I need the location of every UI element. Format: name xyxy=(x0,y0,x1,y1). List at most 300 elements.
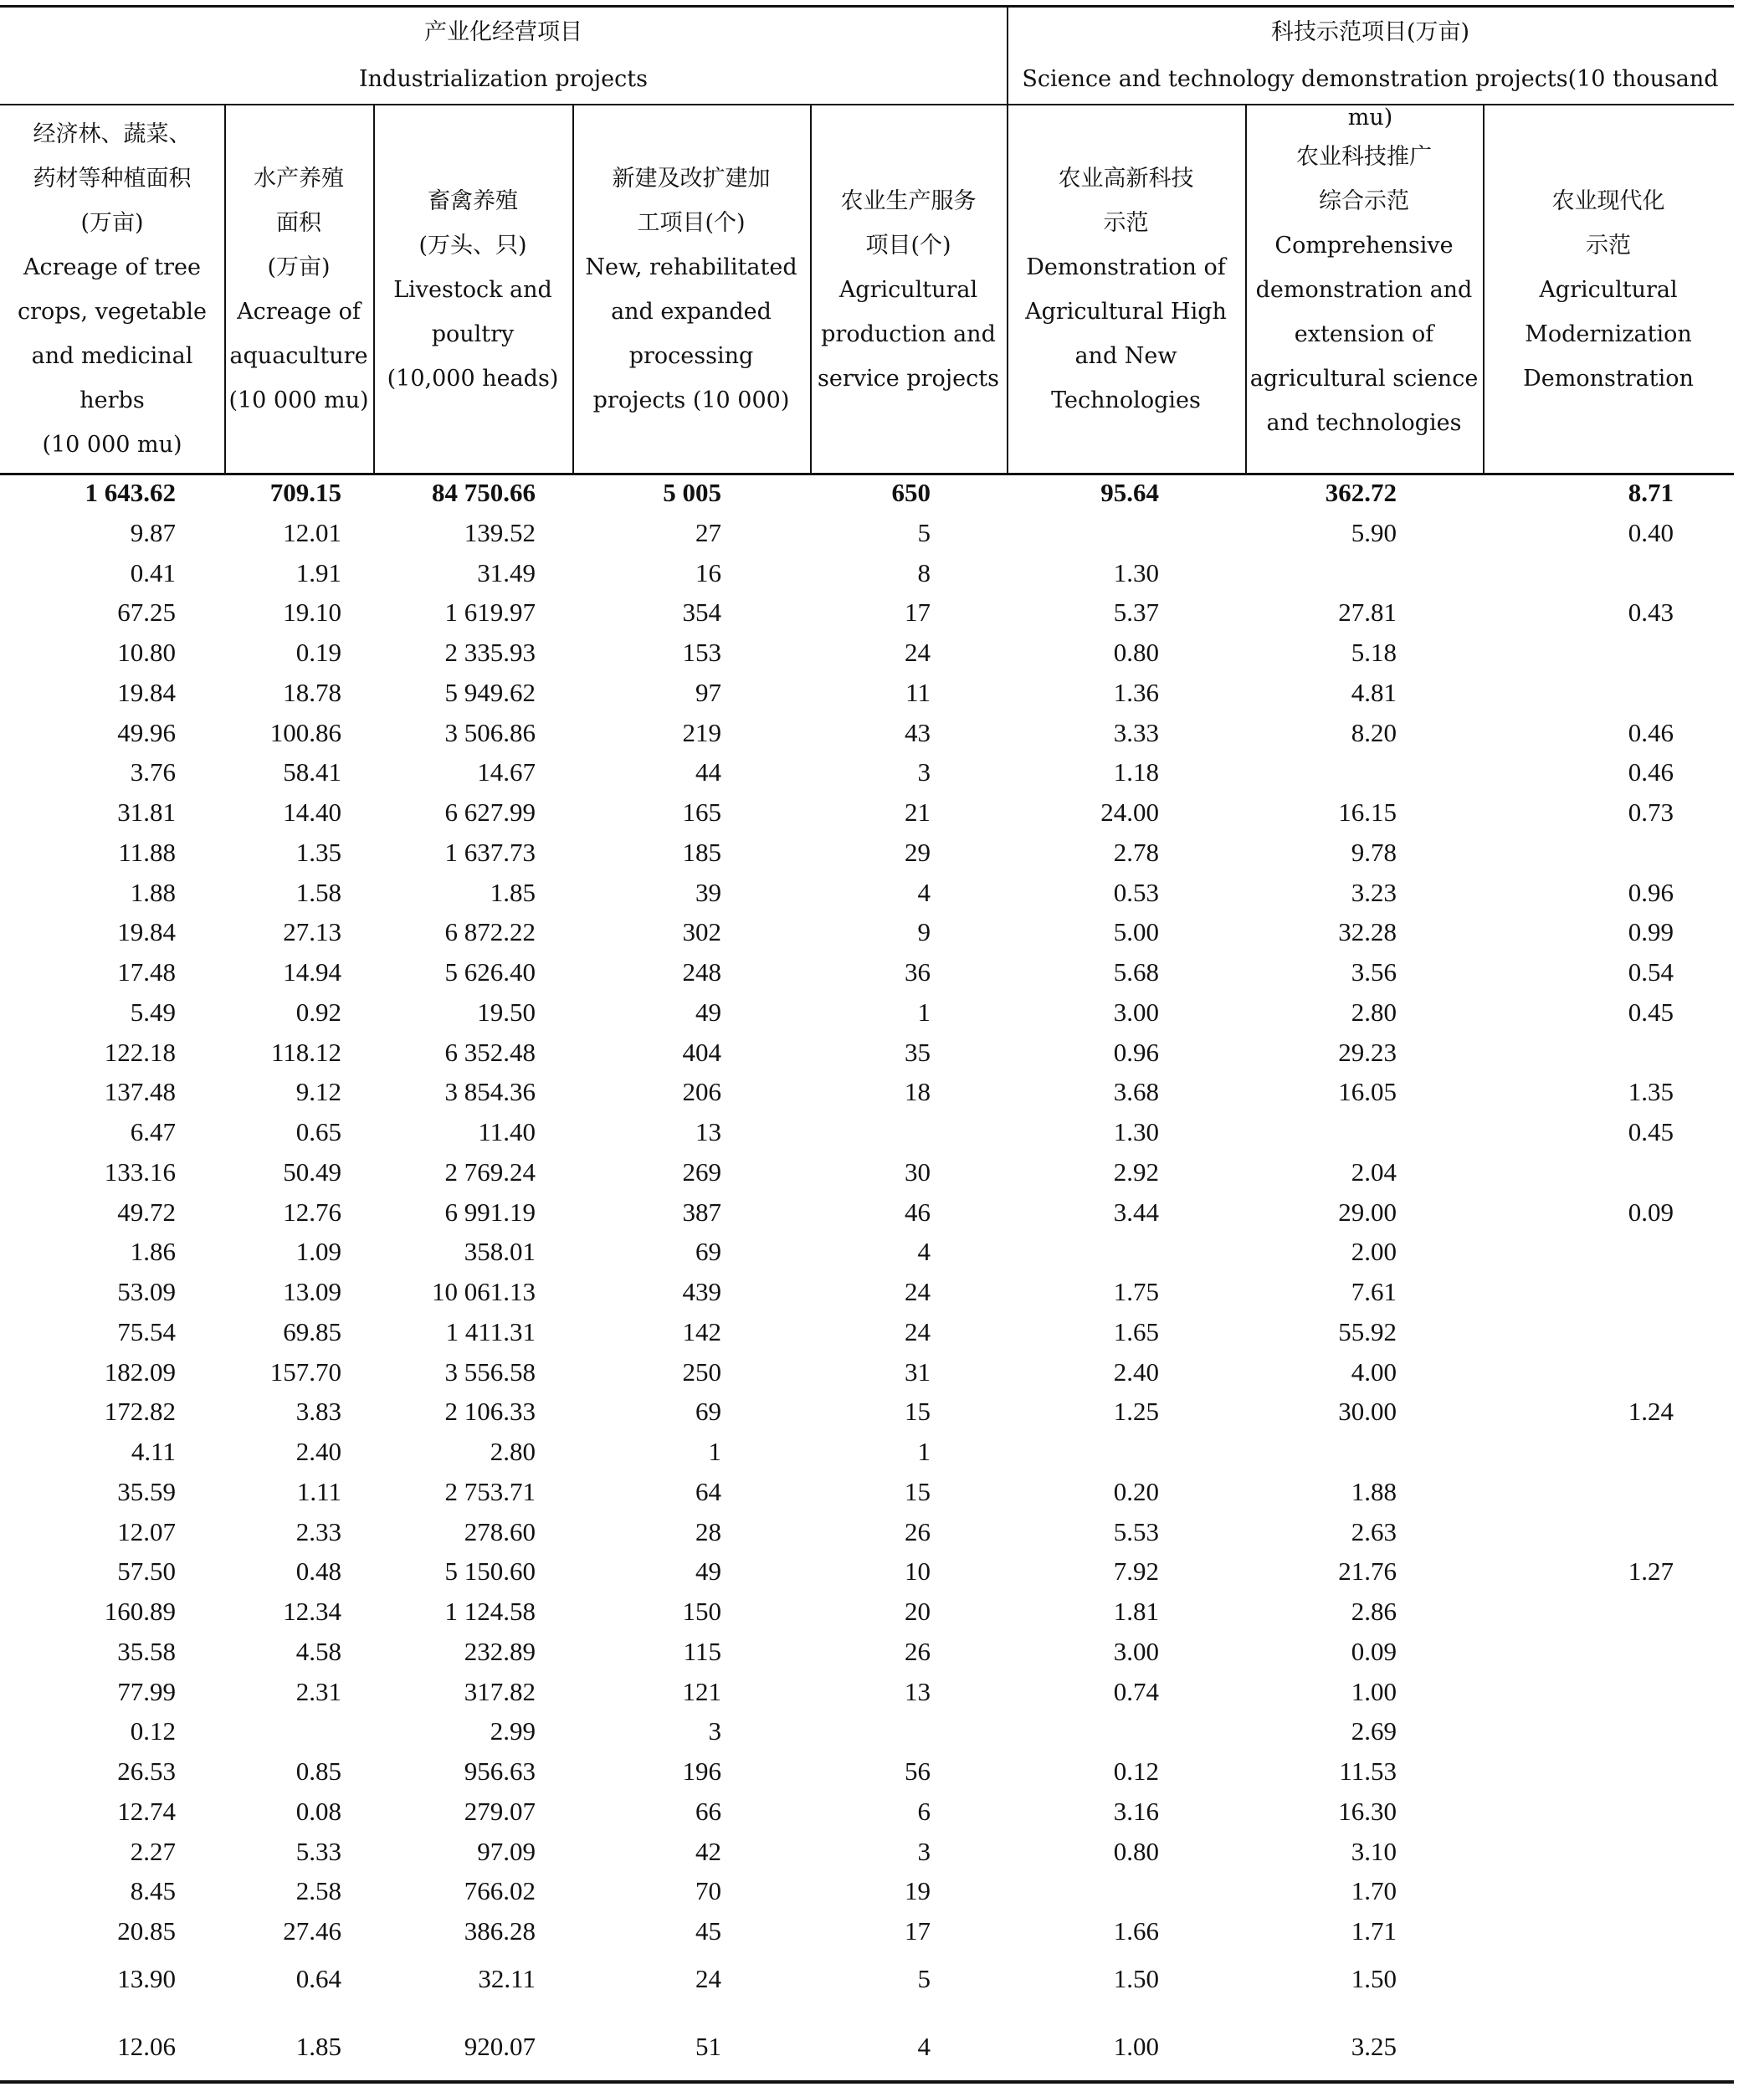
table-cell: 66 xyxy=(695,1796,721,1826)
horizontal-rule xyxy=(0,473,1734,475)
column-header-2 xyxy=(224,107,373,472)
table-cell: 6 991.19 xyxy=(444,1197,536,1227)
table-cell: 0.96 xyxy=(1113,1037,1159,1067)
table-cell: 5 949.62 xyxy=(444,677,536,707)
table-cell: 3.76 xyxy=(130,757,176,787)
table-cell: 3.16 xyxy=(1113,1796,1159,1826)
table-cell: 15 xyxy=(905,1397,931,1427)
table-cell: 278.60 xyxy=(464,1516,536,1546)
column-header-line: (10 000 mu) xyxy=(228,387,369,413)
table-cell: 27 xyxy=(695,517,721,547)
table-cell: 11.53 xyxy=(1339,1756,1397,1786)
table-cell: 2.80 xyxy=(490,1437,536,1466)
table-cell: 26 xyxy=(905,1516,931,1546)
column-header-line: and New xyxy=(1074,343,1177,369)
table-cell: 69 xyxy=(695,1237,721,1267)
table-cell: 182.09 xyxy=(104,1356,176,1387)
column-header-line: 新建及改扩建加 xyxy=(612,166,771,192)
table-cell: 0.65 xyxy=(295,1117,341,1146)
table-cell: 18.78 xyxy=(283,677,341,707)
table-cell: 16.15 xyxy=(1338,797,1397,827)
table-cell: 29.00 xyxy=(1338,1197,1397,1227)
table-cell: 115 xyxy=(683,1636,721,1666)
column-header-line: (10 000 mu) xyxy=(42,432,182,458)
table-cell: 1.35 xyxy=(295,837,341,867)
table-cell: 766.02 xyxy=(464,1876,536,1906)
column-header-line: 工项目(个) xyxy=(637,210,746,236)
table-cell: 0.85 xyxy=(295,1756,341,1786)
table-cell: 27.46 xyxy=(283,1916,341,1946)
table-cell: 10 061.13 xyxy=(432,1277,536,1306)
table-cell: 49.96 xyxy=(117,717,176,747)
column-header-line: Agricultural xyxy=(1539,276,1678,303)
table-cell: 30.00 xyxy=(1338,1397,1397,1427)
table-cell: 2.86 xyxy=(1351,1597,1397,1626)
table-cell: 133.16 xyxy=(104,1156,176,1187)
column-header-line: (万亩) xyxy=(80,210,144,236)
table-cell: 0.54 xyxy=(1628,957,1674,987)
table-cell: 1.36 xyxy=(1113,677,1159,707)
table-cell: 139.52 xyxy=(464,517,536,547)
column-header-line: processing xyxy=(628,343,754,369)
table-cell: 3 506.86 xyxy=(444,717,536,747)
table-cell: 1 637.73 xyxy=(444,837,536,867)
table-cell: 2.40 xyxy=(1113,1356,1159,1387)
horizontal-rule xyxy=(0,2080,1734,2084)
column-header-line: 经济林、蔬菜、 xyxy=(33,121,192,147)
table-cell: 1.71 xyxy=(1351,1916,1397,1946)
table-cell: 9.12 xyxy=(295,1077,341,1107)
table-cell: 206 xyxy=(682,1077,721,1107)
table-cell: 95.64 xyxy=(1100,478,1159,507)
table-cell: 3.56 xyxy=(1351,957,1397,987)
column-header-line: aquaculture xyxy=(229,343,368,369)
table-cell: 32.11 xyxy=(478,1964,536,1993)
table-cell: 4 xyxy=(917,877,931,907)
column-header-1 xyxy=(0,107,224,472)
table-cell: 5 626.40 xyxy=(444,957,536,987)
table-cell: 3.33 xyxy=(1113,717,1159,747)
table-cell: 0.45 xyxy=(1628,997,1674,1027)
column-header-4 xyxy=(572,107,810,472)
table-cell: 13 xyxy=(695,1117,721,1146)
table-cell: 35.58 xyxy=(117,1636,176,1666)
column-header-line: Agricultural High xyxy=(1025,299,1227,325)
column-header-line: poultry xyxy=(431,320,515,347)
table-cell: 1.85 xyxy=(295,2032,341,2061)
table-cell: 121 xyxy=(682,1676,721,1706)
table-cell: 1.00 xyxy=(1351,1676,1397,1706)
table-cell: 18 xyxy=(905,1077,931,1107)
table-cell: 2.40 xyxy=(295,1437,341,1466)
column-header-line: and medicinal xyxy=(31,343,193,369)
table-cell: 69.85 xyxy=(283,1316,341,1346)
table-cell: 29 xyxy=(905,837,931,867)
table-cell: 10 xyxy=(905,1556,931,1587)
table-cell: 5 005 xyxy=(663,478,721,507)
table-cell: 142 xyxy=(682,1316,721,1346)
table-cell: 0.20 xyxy=(1113,1476,1159,1506)
column-header-line: Agricultural xyxy=(838,276,978,303)
table-cell: 11.40 xyxy=(478,1117,536,1146)
table-cell: 6 872.22 xyxy=(444,917,536,947)
table-cell: 49 xyxy=(695,997,721,1027)
table-cell: 100.86 xyxy=(269,717,341,747)
table-cell: 17.48 xyxy=(117,957,176,987)
table-cell: 12.76 xyxy=(283,1197,341,1227)
column-header-line: 畜禽养殖 xyxy=(428,187,518,214)
table-cell: 51 xyxy=(695,2032,721,2061)
table-cell: 53.09 xyxy=(117,1277,176,1306)
column-header-line: New, rehabilitated xyxy=(585,254,797,280)
table-cell: 27.13 xyxy=(283,917,341,947)
table-cell: 3 xyxy=(917,1836,931,1866)
column-header-line: Modernization xyxy=(1525,320,1692,347)
table-cell: 0.46 xyxy=(1628,717,1674,747)
table-cell: 1.30 xyxy=(1113,1117,1159,1146)
table-cell: 10.80 xyxy=(117,638,176,667)
table-cell: 5.90 xyxy=(1351,517,1397,547)
table-cell: 1.27 xyxy=(1628,1556,1674,1587)
table-cell: 43 xyxy=(905,717,931,747)
table-cell: 45 xyxy=(695,1916,721,1946)
column-header-line: Demonstration of xyxy=(1026,254,1226,280)
table-cell: 0.96 xyxy=(1628,877,1674,907)
table-cell: 5.00 xyxy=(1113,917,1159,947)
table-cell: 0.19 xyxy=(295,638,341,667)
table-cell: 0.08 xyxy=(295,1796,341,1826)
table-cell: 21.76 xyxy=(1338,1556,1397,1587)
column-header-8 xyxy=(1483,107,1734,472)
table-cell: 8.20 xyxy=(1351,717,1397,747)
table-cell: 0.99 xyxy=(1628,917,1674,947)
table-cell: 2.31 xyxy=(295,1676,341,1706)
table-cell: 1.30 xyxy=(1113,557,1159,587)
table-cell: 1.50 xyxy=(1351,1964,1397,1993)
table-cell: 9.78 xyxy=(1351,837,1397,867)
table-cell: 4.00 xyxy=(1351,1356,1397,1387)
table-cell: 19.84 xyxy=(117,677,176,707)
table-cell: 219 xyxy=(682,717,721,747)
table-cell: 2 106.33 xyxy=(444,1397,536,1427)
column-header-line: 水产养殖 xyxy=(254,166,344,192)
table-cell: 1.85 xyxy=(490,877,536,907)
table-cell: 8 xyxy=(917,557,931,587)
table-cell: 232.89 xyxy=(464,1636,536,1666)
table-cell: 2.33 xyxy=(295,1516,341,1546)
table-cell: 956.63 xyxy=(464,1756,536,1786)
table-cell: 70 xyxy=(695,1876,721,1906)
table-cell: 1.18 xyxy=(1113,757,1159,787)
column-header-line: (10,000 heads) xyxy=(387,365,559,392)
table-cell: 13.90 xyxy=(117,1964,176,1993)
table-cell: 0.45 xyxy=(1628,1117,1674,1146)
table-cell: 6.47 xyxy=(130,1117,176,1146)
table-cell: 196 xyxy=(682,1756,721,1786)
table-cell: 49 xyxy=(695,1556,721,1587)
table-cell: 153 xyxy=(682,638,721,667)
table-cell: 12.01 xyxy=(283,517,341,547)
column-header-3 xyxy=(373,107,572,472)
table-cell: 3 556.58 xyxy=(444,1356,536,1387)
table-cell: 67.25 xyxy=(117,597,176,628)
table-cell: 97 xyxy=(695,677,721,707)
table-cell: 2.27 xyxy=(130,1836,176,1866)
table-cell: 5.18 xyxy=(1351,638,1397,667)
table-cell: 0.46 xyxy=(1628,757,1674,787)
table-cell: 2.58 xyxy=(295,1876,341,1906)
table-cell: 1.50 xyxy=(1113,1964,1159,1993)
table-cell: 35 xyxy=(905,1037,931,1067)
table-cell: 1.09 xyxy=(295,1237,341,1267)
table-cell: 386.28 xyxy=(464,1916,536,1946)
table-cell: 26 xyxy=(905,1636,931,1666)
table-cell: 20.85 xyxy=(117,1916,176,1946)
table-cell: 2.69 xyxy=(1351,1716,1397,1746)
table-cell: 0.41 xyxy=(130,557,176,587)
table-cell: 6 xyxy=(917,1796,931,1826)
table-cell: 1.58 xyxy=(295,877,341,907)
column-header-line: extension of xyxy=(1294,320,1434,347)
table-cell: 0.64 xyxy=(295,1964,341,1993)
table-cell: 32.28 xyxy=(1338,917,1397,947)
table-cell: 69 xyxy=(695,1397,721,1427)
column-header-line: crops, vegetable xyxy=(18,299,207,325)
table-cell: 13 xyxy=(905,1676,931,1706)
table-cell: 1.81 xyxy=(1113,1597,1159,1626)
table-cell: 17 xyxy=(905,597,931,628)
table-cell: 3.25 xyxy=(1351,2032,1397,2061)
table-cell: 8.71 xyxy=(1628,478,1674,507)
table-cell: 317.82 xyxy=(464,1676,536,1706)
column-header-line: and technologies xyxy=(1266,409,1462,436)
table-cell: 17 xyxy=(905,1916,931,1946)
table-cell: 3.10 xyxy=(1351,1836,1397,1866)
table-cell: 11 xyxy=(905,677,931,707)
column-header-line: (万头、只) xyxy=(418,232,527,259)
table-cell: 3.00 xyxy=(1113,997,1159,1027)
table-cell: 3 xyxy=(917,757,931,787)
table-cell: 27.81 xyxy=(1338,597,1397,628)
column-header-line: (万亩) xyxy=(267,254,331,280)
table-cell: 650 xyxy=(891,478,931,507)
table-cell: 5.68 xyxy=(1113,957,1159,987)
table-cell: 57.50 xyxy=(117,1556,176,1587)
table-cell: 2.00 xyxy=(1351,1237,1397,1267)
table-cell: 1.75 xyxy=(1113,1277,1159,1306)
table-cell: 0.80 xyxy=(1113,638,1159,667)
table-cell: 9 xyxy=(917,917,931,947)
table-cell: 14.67 xyxy=(477,757,536,787)
table-cell: 137.48 xyxy=(104,1077,176,1107)
column-header-line: Acreage of tree xyxy=(23,254,201,280)
table-cell: 5 xyxy=(917,1964,931,1993)
table-cell: 1.24 xyxy=(1628,1397,1674,1427)
table-cell: 4 xyxy=(917,1237,931,1267)
table-cell: 84 750.66 xyxy=(432,478,536,507)
table-cell: 0.40 xyxy=(1628,517,1674,547)
table-cell: 1.25 xyxy=(1113,1397,1159,1427)
table-cell: 24.00 xyxy=(1100,797,1159,827)
table-cell: 150 xyxy=(682,1597,721,1626)
column-header-line: Livestock and xyxy=(393,276,552,303)
table-cell: 6 352.48 xyxy=(444,1037,536,1067)
table-cell: 122.18 xyxy=(104,1037,176,1067)
table-cell: 35.59 xyxy=(117,1476,176,1506)
column-header-line: 药材等种植面积 xyxy=(33,166,192,192)
table-cell: 50.49 xyxy=(283,1156,341,1187)
table-cell: 2 769.24 xyxy=(444,1156,536,1187)
column-header-line: and expanded xyxy=(611,299,772,325)
table-cell: 24 xyxy=(905,638,931,667)
table-cell: 358.01 xyxy=(464,1237,536,1267)
table-cell: 362.72 xyxy=(1325,478,1397,507)
table-cell: 1.70 xyxy=(1351,1876,1397,1906)
column-header-line: Technologies xyxy=(1051,387,1201,413)
table-cell: 2.80 xyxy=(1351,997,1397,1027)
table-cell: 0.80 xyxy=(1113,1836,1159,1866)
table-cell: 6 627.99 xyxy=(444,797,536,827)
table-cell: 49.72 xyxy=(117,1197,176,1227)
table-cell: 31.49 xyxy=(477,557,536,587)
column-header-5 xyxy=(810,107,1007,472)
column-header-line: service projects xyxy=(818,365,999,392)
table-cell: 709.15 xyxy=(269,478,341,507)
horizontal-rule xyxy=(0,5,1734,8)
table-cell: 4.11 xyxy=(131,1437,176,1466)
table-cell: 16.05 xyxy=(1338,1077,1397,1107)
table-cell: 160.89 xyxy=(104,1597,176,1626)
column-header-line: 农业现代化 xyxy=(1551,187,1665,214)
column-header-line: 农业生产服务 xyxy=(840,187,977,214)
table-cell: 5.49 xyxy=(130,997,176,1027)
table-cell: 4 xyxy=(917,2032,931,2061)
table-cell: 5 150.60 xyxy=(444,1556,536,1587)
table-cell: 118.12 xyxy=(270,1037,341,1067)
table-cell: 185 xyxy=(682,837,721,867)
table-cell: 3.83 xyxy=(295,1397,341,1427)
table-cell: 29.23 xyxy=(1338,1037,1397,1067)
table-cell: 19.84 xyxy=(117,917,176,947)
table-cell: 1.88 xyxy=(130,877,176,907)
table-cell: 404 xyxy=(682,1037,721,1067)
column-header-line: 农业高新科技 xyxy=(1058,166,1194,192)
column-header-line: agricultural science xyxy=(1249,365,1479,392)
table-cell: 3 xyxy=(708,1716,721,1746)
table-cell: 26.53 xyxy=(117,1756,176,1786)
table-cell: 7.61 xyxy=(1351,1277,1397,1306)
table-cell: 1 xyxy=(708,1437,721,1466)
table-cell: 36 xyxy=(905,957,931,987)
table-cell: 19.50 xyxy=(477,997,536,1027)
table-cell: 1.88 xyxy=(1351,1476,1397,1506)
table-cell: 165 xyxy=(682,797,721,827)
column-header-line: projects (10 000) xyxy=(592,387,790,413)
table-cell: 2.63 xyxy=(1351,1516,1397,1546)
table-cell: 14.40 xyxy=(283,797,341,827)
table-cell: 42 xyxy=(695,1836,721,1866)
table-cell: 77.99 xyxy=(117,1676,176,1706)
table-cell: 5.53 xyxy=(1113,1516,1159,1546)
table-cell: 302 xyxy=(682,917,721,947)
table-cell: 2 753.71 xyxy=(444,1476,536,1506)
table-cell: 0.48 xyxy=(295,1556,341,1587)
table-cell: 8.45 xyxy=(130,1876,176,1906)
table-cell: 157.70 xyxy=(269,1356,341,1387)
column-header-line: 综合示范 xyxy=(1319,187,1409,214)
table-cell: 11.88 xyxy=(118,837,176,867)
table-cell: 354 xyxy=(682,597,721,628)
group-header-1-en: Industrialization projects xyxy=(358,66,648,92)
column-header-line: herbs xyxy=(79,387,145,413)
table-cell: 439 xyxy=(682,1277,721,1306)
table-cell: 279.07 xyxy=(464,1796,536,1826)
table-cell: 7.92 xyxy=(1113,1556,1159,1587)
table-cell: 75.54 xyxy=(117,1316,176,1346)
table-cell: 3.68 xyxy=(1113,1077,1159,1107)
table-cell: 3.00 xyxy=(1113,1636,1159,1666)
table-cell: 2.78 xyxy=(1113,837,1159,867)
table-cell: 248 xyxy=(682,957,721,987)
table-cell: 0.12 xyxy=(130,1716,176,1746)
table-cell: 250 xyxy=(682,1356,721,1387)
table-cell: 5.37 xyxy=(1113,597,1159,628)
column-header-line: Comprehensive xyxy=(1274,232,1454,259)
table-cell: 9.87 xyxy=(130,517,176,547)
table-cell: 1.35 xyxy=(1628,1077,1674,1107)
table-cell: 1.91 xyxy=(295,557,341,587)
column-header-line: 示范 xyxy=(1103,210,1149,236)
table-cell: 1 619.97 xyxy=(444,597,536,628)
table-cell: 14.94 xyxy=(283,957,341,987)
table-cell: 1.86 xyxy=(130,1237,176,1267)
table-cell: 13.09 xyxy=(283,1277,341,1306)
table-cell: 19 xyxy=(905,1876,931,1906)
column-header-line: demonstration and xyxy=(1255,276,1473,303)
table-cell: 97.09 xyxy=(477,1836,536,1866)
table-cell: 2 335.93 xyxy=(444,638,536,667)
column-header-line: Demonstration xyxy=(1523,365,1694,392)
table-cell: 1 411.31 xyxy=(445,1316,536,1346)
table-cell: 0.53 xyxy=(1113,877,1159,907)
column-header-line: 农业科技推广 xyxy=(1296,143,1432,170)
table-cell: 0.09 xyxy=(1628,1197,1674,1227)
table-cell: 44 xyxy=(695,757,721,787)
table-cell: 16 xyxy=(695,557,721,587)
table-cell: 24 xyxy=(905,1316,931,1346)
table-cell: 24 xyxy=(905,1277,931,1306)
table-cell: 24 xyxy=(695,1964,721,1993)
table-cell: 0.92 xyxy=(295,997,341,1027)
table-cell: 1.66 xyxy=(1113,1916,1159,1946)
table-cell: 2.99 xyxy=(490,1716,536,1746)
table-cell: 12.06 xyxy=(117,2032,176,2061)
table-cell: 1.11 xyxy=(296,1476,341,1506)
table-cell: 0.43 xyxy=(1628,597,1674,628)
table-cell: 1 xyxy=(917,1437,931,1466)
table-cell: 920.07 xyxy=(464,2032,536,2061)
table-cell: 39 xyxy=(695,877,721,907)
table-cell: 387 xyxy=(682,1197,721,1227)
table-cell: 56 xyxy=(905,1756,931,1786)
table-cell: 58.41 xyxy=(283,757,341,787)
table-cell: 1.65 xyxy=(1113,1316,1159,1346)
table-cell: 4.58 xyxy=(295,1636,341,1666)
table-cell: 269 xyxy=(682,1156,721,1187)
column-header-line: Acreage of xyxy=(237,299,361,325)
table-cell: 19.10 xyxy=(283,597,341,628)
table-cell: 5.33 xyxy=(295,1836,341,1866)
